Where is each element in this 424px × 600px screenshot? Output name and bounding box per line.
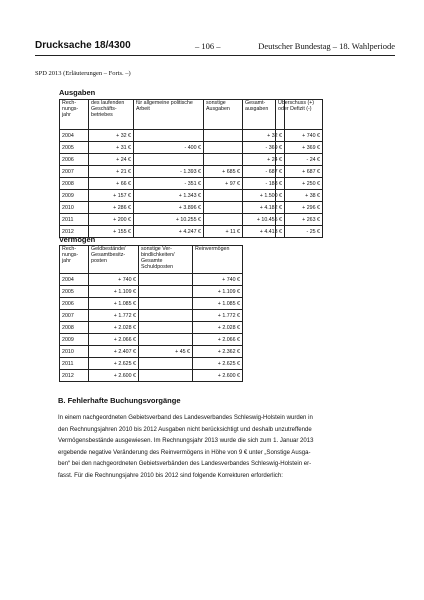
reinvermoegen-cell: + 2.625 €	[193, 358, 243, 370]
reinvermoegen-cell: + 1.109 €	[193, 286, 243, 298]
section-b-title: B. Fehlerhafte Buchungsvorgänge	[58, 396, 181, 405]
year-cell: 2006	[60, 154, 89, 166]
laufend-cell: + 286 €	[89, 202, 134, 214]
table-row	[60, 202, 285, 214]
reinvermoegen-cell: + 1.772 €	[193, 310, 243, 322]
drucksache-number: 4300	[108, 40, 131, 51]
laufend-cell: + 31 €	[89, 142, 134, 154]
sonstige-cell	[204, 214, 243, 226]
gesamt-cell: + 4.413 €	[243, 226, 285, 238]
table-row	[60, 346, 243, 358]
header-right: Deutscher Bundestag – 18. Wahlperiode	[258, 41, 395, 51]
sonstige-cell: + 97 €	[204, 178, 243, 190]
text-line: In einem nachgeordneten Gebietsverband des Landesverbandes Schleswig-Holstein wurden in	[58, 415, 313, 421]
year-cell: 2005	[60, 142, 89, 154]
gesamt-cell: + 24 €	[243, 154, 285, 166]
reinvermoegen-cell: + 2.028 €	[193, 322, 243, 334]
year-cell: 2009	[60, 190, 89, 202]
politisch-cell: + 1.343 €	[134, 190, 204, 202]
table-row	[60, 358, 243, 370]
politisch-cell: + 3.896 €	[134, 202, 204, 214]
laufend-cell: + 200 €	[89, 214, 134, 226]
geld-cell: + 740 €	[89, 274, 139, 286]
year-cell: 2011	[60, 358, 89, 370]
ueberschuss-cell: + 250 €	[276, 178, 323, 190]
sonstige-cell	[204, 202, 243, 214]
gesamt-cell: - 687 €	[243, 166, 285, 178]
year-cell: 2007	[60, 166, 89, 178]
reinvermoegen-cell: + 740 €	[193, 274, 243, 286]
reinvermoegen-cell: + 2.600 €	[193, 370, 243, 382]
table-row	[60, 154, 285, 166]
table-row	[60, 322, 243, 334]
ueberschuss-cell: + 296 €	[276, 202, 323, 214]
sonstige-cell: + 11 €	[204, 226, 243, 238]
politisch-cell	[134, 130, 204, 142]
geld-cell: + 2.600 €	[89, 370, 139, 382]
gesamt-cell: + 4.182 €	[243, 202, 285, 214]
politisch-cell: + 4.247 €	[134, 226, 204, 238]
reinvermoegen-cell: + 1.085 €	[193, 298, 243, 310]
table-row	[60, 370, 243, 382]
politisch-cell: - 351 €	[134, 178, 204, 190]
gesamt-cell: - 369 €	[243, 142, 285, 154]
ueberschuss-cell: + 38 €	[276, 190, 323, 202]
ueberschuss-body	[276, 130, 323, 238]
table-row	[276, 202, 323, 214]
year-cell: 2005	[60, 286, 89, 298]
text-line: ben“ bei den nachgeordneten Gebietsverbänden des Landesverbandes Schleswig-Holstein er-	[58, 461, 312, 468]
vermoegen-body	[60, 274, 243, 382]
text-line: fasst. Für die Rechnungsjahre 2010 bis 2012 sind folgende Korrekturen erforderlich:	[58, 472, 283, 479]
laufend-cell: + 66 €	[89, 178, 134, 190]
table-row	[276, 154, 323, 166]
table-row	[276, 178, 323, 190]
sonstige-cell	[204, 142, 243, 154]
year-cell: 2012	[60, 370, 89, 382]
table-row	[60, 130, 285, 142]
table-row	[60, 298, 243, 310]
table-row	[276, 214, 323, 226]
col-header-sonstige: sonstige Ausgaben	[204, 100, 243, 130]
politisch-cell: - 400 €	[134, 142, 204, 154]
schulden-cell: + 45 €	[139, 346, 193, 358]
geld-cell: + 1.772 €	[89, 310, 139, 322]
table-row	[276, 166, 323, 178]
year-cell: 2008	[60, 322, 89, 334]
table-row	[60, 214, 285, 226]
table-row	[60, 274, 243, 286]
politisch-cell: - 1.393 €	[134, 166, 204, 178]
table-row	[60, 190, 285, 202]
year-cell: 2011	[60, 214, 89, 226]
table-row	[60, 334, 243, 346]
page-header	[35, 40, 395, 54]
sonstige-cell: + 685 €	[204, 166, 243, 178]
reinvermoegen-cell: + 2.066 €	[193, 334, 243, 346]
table-row	[60, 286, 243, 298]
ueberschuss-cell: - 25 €	[276, 226, 323, 238]
col-header-reinvermoegen: Reinvermögen	[193, 246, 243, 274]
schulden-cell	[139, 298, 193, 310]
ueberschuss-cell: - 24 €	[276, 154, 323, 166]
laufend-cell: + 32 €	[89, 130, 134, 142]
ueberschuss-cell: + 687 €	[276, 166, 323, 178]
laufend-cell: + 155 €	[89, 226, 134, 238]
col-header-laufend: des laufenden Geschäfts-betriebes	[89, 100, 134, 130]
schulden-cell	[139, 358, 193, 370]
schulden-cell	[139, 310, 193, 322]
table-row	[60, 142, 285, 154]
section-b-body	[58, 413, 376, 483]
ausgaben-body	[60, 130, 285, 238]
geld-cell: + 1.109 €	[89, 286, 139, 298]
geld-cell: + 1.085 €	[89, 298, 139, 310]
vermoegen-title: Vermögen	[59, 235, 96, 244]
year-cell: 2010	[60, 202, 89, 214]
geld-cell: + 2.028 €	[89, 322, 139, 334]
page-number: – 106 –	[195, 41, 221, 51]
gesamt-cell: - 188 €	[243, 178, 285, 190]
ueberschuss-table	[275, 99, 323, 238]
sonstige-cell	[204, 130, 243, 142]
year-cell: 2007	[60, 310, 89, 322]
subheader: SPD 2013 (Erläuterungen – Forts. –)	[35, 70, 131, 77]
drucksache-label	[35, 40, 131, 51]
year-cell: 2004	[60, 130, 89, 142]
text-line: Vermögensbestände ausgewiesen. Im Rechnungsjahr 2013 wurde die sich zum 1. Januar 2013	[58, 438, 314, 445]
sonstige-cell	[204, 190, 243, 202]
year-cell: 2009	[60, 334, 89, 346]
col-header-schulden: sonstige Ver-bindlichkeiten/ Gesamte Schuldposten	[139, 246, 193, 274]
ueberschuss-cell: + 263 €	[276, 214, 323, 226]
col-header-geld: Geldbestände/ Gesamtbesitz-posten	[89, 246, 139, 274]
laufend-cell: + 21 €	[89, 166, 134, 178]
sonstige-cell	[204, 154, 243, 166]
schulden-cell	[139, 286, 193, 298]
col-header-year: Rech-nungs-jahr	[60, 246, 89, 274]
col-header-politisch: für allgemeine politische Arbeit	[134, 100, 204, 130]
gesamt-cell: + 32 €	[243, 130, 285, 142]
table-row	[276, 226, 323, 238]
geld-cell: + 2.407 €	[89, 346, 139, 358]
schulden-cell	[139, 322, 193, 334]
politisch-cell	[134, 154, 204, 166]
geld-cell: + 2.066 €	[89, 334, 139, 346]
table-row	[276, 190, 323, 202]
laufend-cell: + 24 €	[89, 154, 134, 166]
table-row	[60, 166, 285, 178]
politisch-cell: + 10.255 €	[134, 214, 204, 226]
ausgaben-title: Ausgaben	[59, 88, 96, 97]
reinvermoegen-cell: + 2.362 €	[193, 346, 243, 358]
header-rule	[35, 55, 395, 56]
table-row	[276, 142, 323, 154]
schulden-cell	[139, 334, 193, 346]
vermoegen-table	[59, 245, 243, 382]
ueberschuss-cell: + 740 €	[276, 130, 323, 142]
year-cell: 2004	[60, 274, 89, 286]
year-cell: 2008	[60, 178, 89, 190]
gesamt-cell: + 10.455 €	[243, 214, 285, 226]
geld-cell: + 2.625 €	[89, 358, 139, 370]
schulden-cell	[139, 370, 193, 382]
ausgaben-table	[59, 99, 285, 238]
gesamt-cell: + 1.500 €	[243, 190, 285, 202]
table-row	[60, 178, 285, 190]
year-cell: 2006	[60, 298, 89, 310]
text-line: ergebende negative Veränderung des Reinvermögens in Höhe von 9 € unter „Sonstige Ausga-	[58, 449, 311, 456]
table-row	[276, 130, 323, 142]
laufend-cell: + 157 €	[89, 190, 134, 202]
col-header-gesamt: Gesamt-ausgaben	[243, 100, 285, 130]
drucksache-prefix: Drucksache 18/	[35, 40, 109, 51]
year-cell: 2012	[60, 226, 89, 238]
col-header-ueberschuss: Überschuss (+) oder Defizit (-)	[276, 100, 323, 130]
ueberschuss-cell: + 369 €	[276, 142, 323, 154]
col-header-year: Rech-nungs-jahr	[60, 100, 89, 130]
year-cell: 2010	[60, 346, 89, 358]
text-line: den Rechnungsjahren 2010 bis 2012 Ausgaben nicht berücksichtigt und deshalb unzutreffende	[58, 426, 312, 433]
schulden-cell	[139, 274, 193, 286]
table-row	[60, 310, 243, 322]
